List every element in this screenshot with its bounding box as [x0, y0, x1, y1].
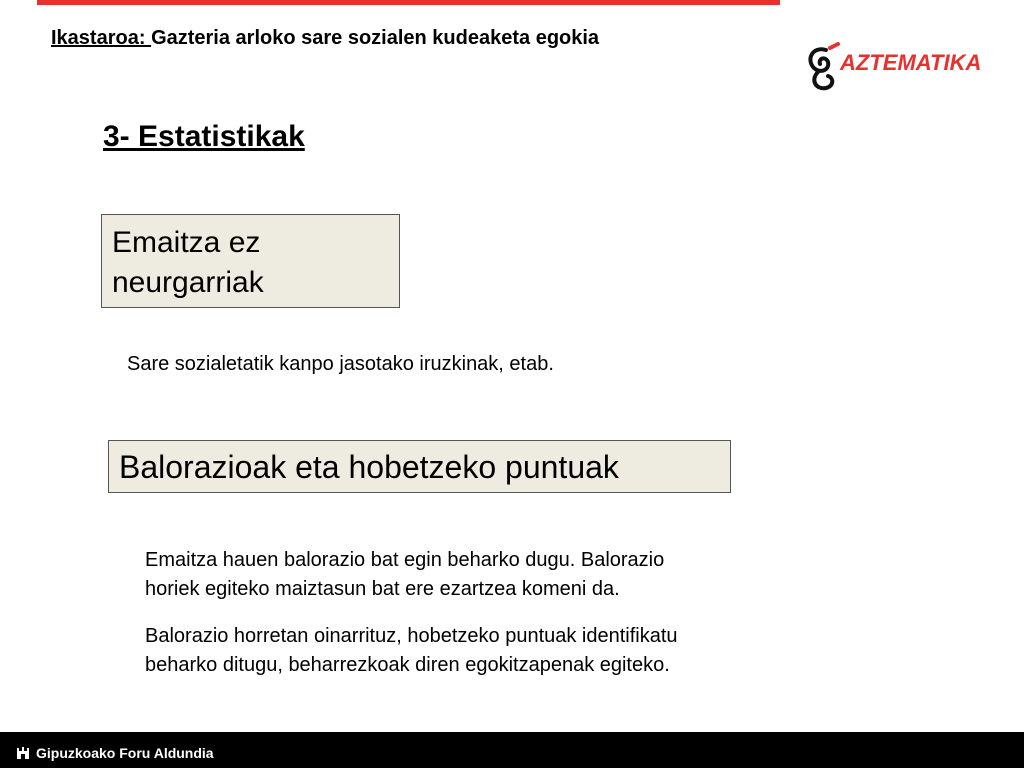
paragraph-evaluation-line1: Emaitza hauen balorazio bat egin beharko dugu. Balorazio	[145, 549, 665, 571]
box1-line1: Emaitza ez	[112, 226, 261, 259]
box1-line2: neurgarriak	[112, 266, 264, 299]
logo-g-mark	[810, 44, 838, 88]
footer-bar	[0, 732, 1024, 768]
box-non-measurable-results	[101, 214, 400, 308]
logo-text: AZTEMATIKA	[840, 50, 982, 75]
course-header	[51, 27, 599, 50]
paragraph-improvement-line1: Balorazio horretan oinarrituz, hobetzeko puntuak identifikatu	[145, 625, 678, 647]
box-evaluations: Balorazioak eta hobetzeko puntuak	[108, 440, 731, 493]
gaztematika-logo	[804, 40, 984, 92]
top-accent-bar	[37, 0, 780, 5]
footer-org-name: Gipuzkoako Foru Aldundia	[36, 745, 214, 761]
paragraph-evaluation	[145, 546, 845, 604]
section-title: 3- Estatistikak	[103, 120, 305, 153]
foru-crest-icon	[16, 746, 30, 760]
course-title: Gazteria arloko sare sozialen kudeaketa egokia	[151, 27, 600, 49]
description-comments: Sare sozialetatik kanpo jasotako iruzkinak, etab.	[127, 353, 554, 375]
paragraph-evaluation-line2: horiek egiteko maiztasun bat ere ezartzea komeni da.	[145, 578, 620, 600]
paragraph-improvement-line2: beharko ditugu, beharrezkoak diren egokitzapenak egiteko.	[145, 654, 670, 676]
course-label: Ikastaroa:	[51, 27, 152, 49]
paragraph-improvement	[145, 622, 845, 680]
